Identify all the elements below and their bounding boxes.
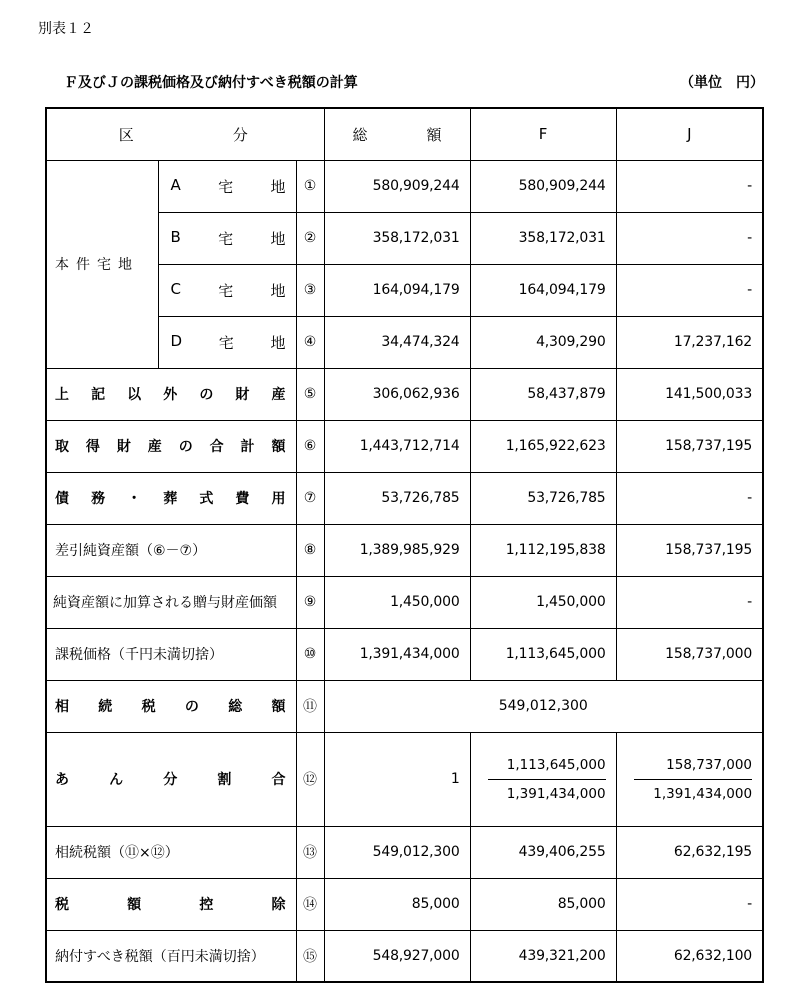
row-number: ⑧ — [296, 524, 324, 576]
f-value: 1,450,000 — [470, 576, 616, 628]
f-value: 53,726,785 — [470, 472, 616, 524]
f-value: 580,909,244 — [470, 160, 616, 212]
j-value: - — [616, 264, 763, 316]
j-value: 141,500,033 — [616, 368, 763, 420]
total-value: 1,443,712,714 — [324, 420, 470, 472]
row-label — [46, 878, 296, 930]
header-j: J — [616, 108, 763, 160]
document-label: 別表１２ — [38, 21, 94, 37]
row-label — [46, 472, 296, 524]
table-row — [46, 576, 763, 628]
total-value: 1,450,000 — [324, 576, 470, 628]
header-total-a: 総 — [352, 125, 368, 144]
row-label-text: 上 記 以 外 の 財 産 — [55, 387, 286, 403]
total-value: 549,012,300 — [324, 826, 470, 878]
header-category: 区 分 — [46, 108, 324, 160]
row-label-text: 債 務 ・ 葬 式 費 用 — [55, 491, 286, 507]
row-number: ① — [296, 160, 324, 212]
row-label — [46, 732, 296, 826]
row-label-text: 取 得 財 産 の 合 計 額 — [55, 439, 286, 455]
table-header-row — [46, 108, 763, 160]
f-value: 164,094,179 — [470, 264, 616, 316]
f-value: 1,113,645,000 — [470, 628, 616, 680]
f-denominator: 1,391,434,000 — [506, 785, 606, 802]
f-value: 1,165,922,623 — [470, 420, 616, 472]
row-number: ⑤ — [296, 368, 324, 420]
table-row — [46, 368, 763, 420]
f-numerator: 1,113,645,000 — [506, 756, 606, 773]
j-numerator: 158,737,000 — [666, 756, 753, 773]
fraction-bar — [488, 779, 606, 780]
total-value: 580,909,244 — [324, 160, 470, 212]
row-label: 納付すべき税額（百円未満切捨） — [46, 930, 296, 982]
j-value: - — [616, 160, 763, 212]
total-value: 358,172,031 — [324, 212, 470, 264]
sub-label-part: 宅 — [218, 229, 234, 248]
row-label: 差引純資産額（⑥－⑦） — [46, 524, 296, 576]
sub-label-part: 地 — [270, 333, 286, 352]
total-value: 85,000 — [324, 878, 470, 930]
j-value: 62,632,100 — [616, 930, 763, 982]
sub-label — [158, 160, 296, 212]
row-number: ⑬ — [296, 826, 324, 878]
sub-label-part: A — [170, 175, 181, 194]
sub-label-part: C — [170, 279, 181, 298]
total-value: 164,094,179 — [324, 264, 470, 316]
sub-label-part: 宅 — [218, 177, 234, 196]
row-number: ② — [296, 212, 324, 264]
table-row — [46, 826, 763, 878]
j-ratio-cell — [616, 732, 763, 826]
f-value: 358,172,031 — [470, 212, 616, 264]
total-value: 34,474,324 — [324, 316, 470, 368]
table-row — [46, 524, 763, 576]
table-row — [46, 930, 763, 982]
table-row — [46, 472, 763, 524]
honken-label: 本件宅地 — [46, 160, 158, 368]
row-number: ⑦ — [296, 472, 324, 524]
f-value: 439,406,255 — [470, 826, 616, 878]
j-value: 158,737,195 — [616, 420, 763, 472]
header-total — [324, 108, 470, 160]
j-value: 62,632,195 — [616, 826, 763, 878]
j-value: 17,237,162 — [616, 316, 763, 368]
total-value: 53,726,785 — [324, 472, 470, 524]
f-value: 58,437,879 — [470, 368, 616, 420]
sub-label-part: 宅 — [218, 333, 234, 352]
row-label-text: 相 続 税 の 総 額 — [55, 699, 286, 715]
total-value: 548,927,000 — [324, 930, 470, 982]
row-label: 相続税額（⑪×⑫） — [46, 826, 296, 878]
table-row — [46, 628, 763, 680]
sub-label-part: 地 — [270, 281, 286, 300]
sub-label-part: 地 — [270, 177, 286, 196]
page-title: Ｆ及びＪの課税価格及び納付すべき税額の計算 — [64, 75, 358, 91]
j-value: - — [616, 576, 763, 628]
sub-label-part: 地 — [270, 229, 286, 248]
row-label — [46, 680, 296, 732]
row-label — [46, 420, 296, 472]
j-value: - — [616, 212, 763, 264]
row-number: ⑪ — [296, 680, 324, 732]
table-row — [46, 732, 763, 826]
f-value: 4,309,290 — [470, 316, 616, 368]
row-label — [46, 368, 296, 420]
fraction-bar — [634, 779, 752, 780]
total-value: 306,062,936 — [324, 368, 470, 420]
row-number: ⑨ — [296, 576, 324, 628]
sub-label — [158, 264, 296, 316]
table-row — [46, 420, 763, 472]
j-value: 158,737,195 — [616, 524, 763, 576]
j-value: - — [616, 472, 763, 524]
j-value: - — [616, 878, 763, 930]
row-number: ⑫ — [296, 732, 324, 826]
total-value: 1 — [324, 732, 470, 826]
total-value: 1,391,434,000 — [324, 628, 470, 680]
sub-label-part: D — [170, 331, 183, 350]
total-value: 1,389,985,929 — [324, 524, 470, 576]
j-value: 158,737,000 — [616, 628, 763, 680]
row-number: ⑮ — [296, 930, 324, 982]
row-number: ⑩ — [296, 628, 324, 680]
sub-label-part: 宅 — [218, 281, 234, 300]
sub-label — [158, 212, 296, 264]
f-value: 1,112,195,838 — [470, 524, 616, 576]
j-denominator: 1,391,434,000 — [653, 785, 753, 802]
row-number: ④ — [296, 316, 324, 368]
f-value: 85,000 — [470, 878, 616, 930]
table-row — [46, 680, 763, 732]
row-label-text: 税 額 控 除 — [55, 897, 286, 913]
tax-calculation-table — [45, 107, 764, 983]
merged-value: 549,012,300 — [324, 680, 763, 732]
row-label: 純資産額に加算される贈与財産価額 — [46, 576, 296, 628]
unit-label: （単位 円） — [680, 75, 764, 91]
table-row — [46, 878, 763, 930]
row-number: ⑭ — [296, 878, 324, 930]
row-number: ③ — [296, 264, 324, 316]
table-row — [46, 160, 763, 212]
f-value: 439,321,200 — [470, 930, 616, 982]
header-total-b: 額 — [426, 125, 442, 144]
sub-label — [158, 316, 296, 368]
header-f: F — [470, 108, 616, 160]
f-ratio-cell — [470, 732, 616, 826]
row-label-text: あ ん 分 割 合 — [55, 772, 286, 788]
sub-label-part: B — [170, 227, 181, 246]
row-number: ⑥ — [296, 420, 324, 472]
row-label: 課税価格（千円未満切捨） — [46, 628, 296, 680]
